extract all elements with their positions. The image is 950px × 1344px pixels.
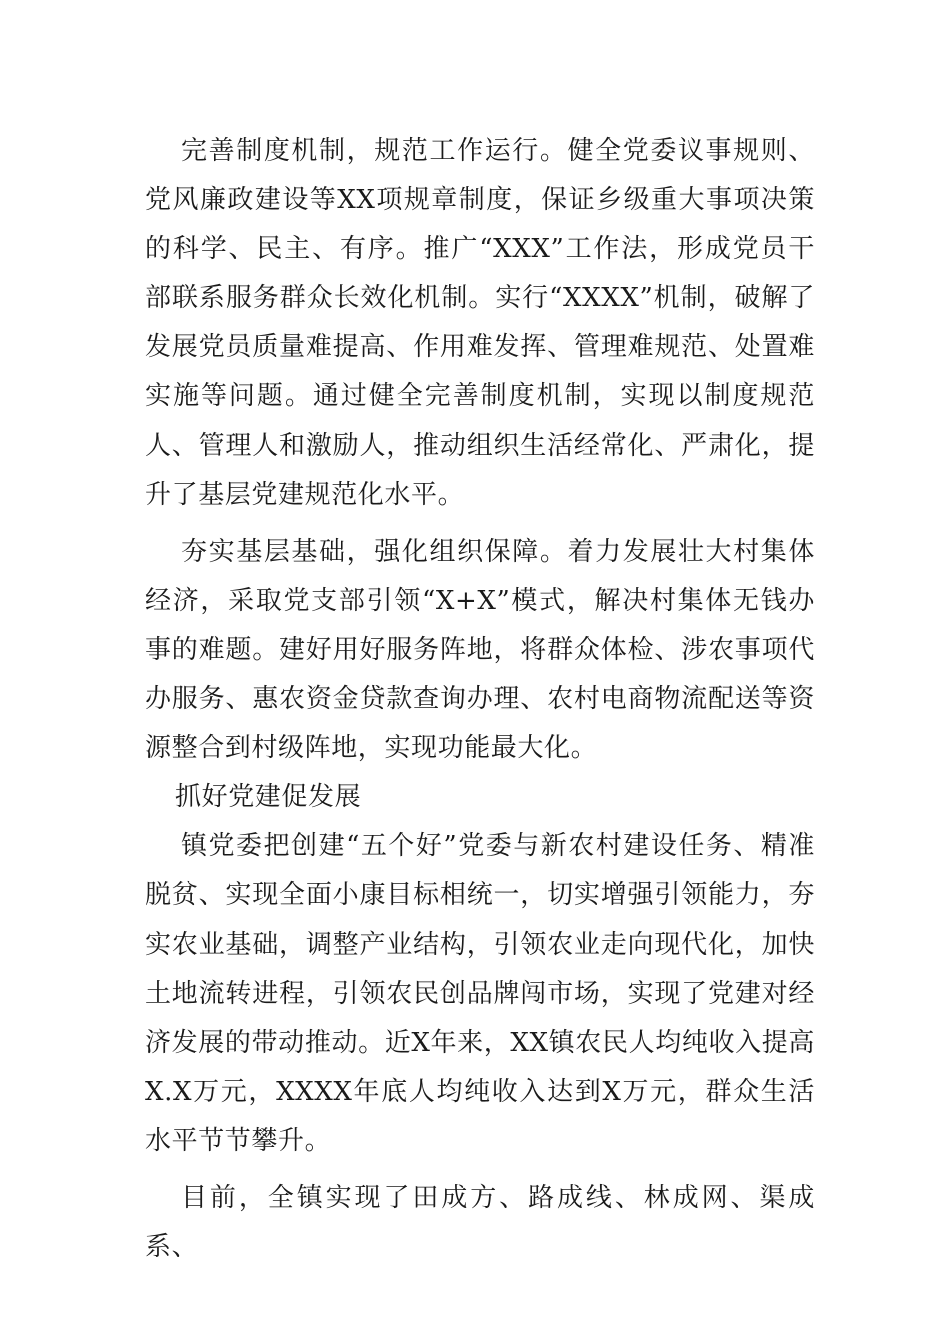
paragraph-grassroots-foundation: 夯实基层基础，强化组织保障。着力发展壮大村集体经济，采取党支部引领“X+X”模式，解决村集体无钱办事的难题。建好用好服务阵地，将群众体检、涉农事项代办服务、惠农资金贷款查询办理、农村电商物流配送等资源整合到村级阵地，实现功能最大化。 bbox=[145, 536, 815, 764]
section-heading: 抓好党建促发展 bbox=[175, 782, 362, 813]
document-body bbox=[145, 127, 815, 1272]
paragraph-current-status: 目前，全镇实现了田成方、路成线、林成网、渠成系、 bbox=[145, 1182, 815, 1263]
paragraph-development: 镇党委把创建“五个好”党委与新农村建设任务、精准脱贫、实现全面小康目标相统一，切实增强引领能力，夯实农业基础，调整产业结构，引领农业走向现代化，加快土地流转进程，引领农民创品牌闯市场，实现了党建对经济发展的带动推动。近X年来，XX镇农民人均纯收入提高X.X万元，XXXX年底人均纯收入达到X万元，群众生活水平节节攀升。 bbox=[145, 831, 815, 1156]
paragraph-institutional-mechanisms: 完善制度机制，规范工作运行。健全党委议事规则、党风廉政建设等XX项规章制度，保证乡级重大事项决策的科学、民主、有序。推广“XXX”工作法，形成党员干部联系服务群众长效化机制。实行“XXXX”机制，破解了发展党员质量难提高、作用难发挥、管理难规范、处置难实施等问题。通过健全完善制度机制，实现以制度规范人、管理人和激励人，推动组织生活经常化、严肃化，提升了基层党建规范化水平。 bbox=[145, 136, 815, 510]
